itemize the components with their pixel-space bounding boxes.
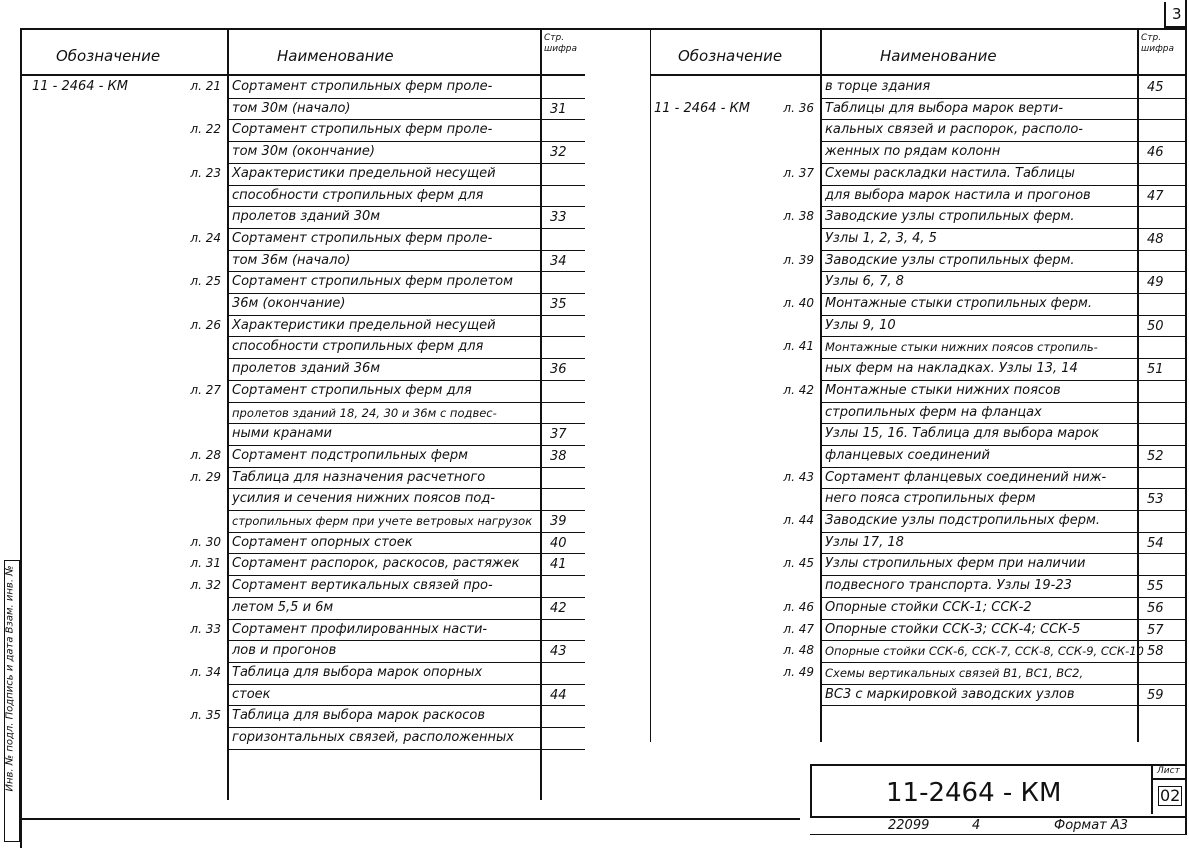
row-text: Характеристики предельной несущей [232, 317, 496, 333]
row-page: 36 [550, 362, 567, 378]
column-divider [650, 30, 651, 742]
sheet-number: 02 [1160, 786, 1181, 805]
header-name: Наименование [880, 47, 997, 65]
row-rule [820, 619, 1185, 620]
row-page: 56 [1147, 600, 1164, 616]
row-rule [820, 206, 1185, 207]
row-page: 43 [550, 644, 567, 660]
row-rule [227, 553, 585, 554]
row-text: Сортамент стропильных ферм проле- [232, 79, 493, 94]
row-text: Схемы вертикальных связей В1, ВС1, ВС2, [825, 665, 1084, 680]
row-rule [820, 532, 1185, 533]
row-text: Сортамент опорных стоек [232, 534, 413, 550]
row-page: 52 [1147, 448, 1164, 464]
row-text: Узлы 15, 16. Таблица для выбора марок [825, 426, 1100, 442]
row-rule [227, 358, 585, 359]
row-page: 32 [550, 145, 567, 161]
row-text: способности стропильных ферм для [232, 187, 484, 203]
row-rule [227, 206, 585, 207]
row-page: 57 [1147, 622, 1164, 638]
frame-left [20, 28, 22, 848]
row-text: фланцевых соединений [825, 447, 990, 463]
row-page: 34 [550, 253, 567, 269]
row-rule [227, 575, 585, 576]
row-rule [820, 684, 1185, 685]
row-page: 55 [1147, 579, 1164, 595]
footer-page: 4 [972, 818, 981, 833]
row-page: 44 [550, 687, 567, 703]
row-doc-code: 11 - 2464 - КМ [654, 100, 750, 116]
row-page: 45 [1147, 80, 1164, 95]
row-sheet: л. 31 [190, 556, 221, 571]
row-sheet: л. 37 [783, 165, 814, 180]
row-page: 39 [550, 514, 567, 529]
row-text: Характеристики предельной несущей [232, 165, 496, 181]
row-rule [820, 98, 1185, 99]
sidebar-label: Инв. № подл. Подпись и дата Взам. инв. № [4, 565, 16, 792]
sheet-label: Лист [1157, 766, 1180, 776]
row-sheet: л. 32 [190, 578, 221, 593]
header-name: Наименование [277, 47, 394, 65]
row-rule [227, 445, 585, 446]
row-rule [227, 336, 585, 337]
row-page: 42 [550, 600, 567, 616]
row-text: Монтажные стыки стропильных ферм. [825, 296, 1092, 311]
row-page: 37 [550, 427, 567, 443]
row-rule [820, 467, 1185, 468]
row-text: ВС3 с маркировкой заводских узлов [825, 686, 1075, 702]
row-text: Опорные стойки ССК-3; ССК-4; ССК-5 [825, 621, 1081, 637]
row-text: Узлы стропильных ферм при наличии [825, 556, 1086, 572]
row-rule [820, 402, 1185, 403]
row-rule [820, 315, 1185, 316]
row-sheet: л. 46 [783, 599, 814, 614]
row-rule [820, 228, 1185, 229]
row-text: ными кранами [232, 426, 332, 442]
row-sheet: л. 33 [190, 621, 221, 636]
row-text: подвесного транспорта. Узлы 19-23 [825, 578, 1072, 594]
row-page: 58 [1147, 644, 1164, 660]
row-text: Сортамент стропильных ферм пролетом [232, 274, 513, 290]
row-text: в торце здания [825, 79, 931, 94]
row-text: Монтажные стыки нижних поясов [825, 382, 1061, 398]
row-rule [820, 640, 1185, 641]
corner-box [1164, 2, 1187, 28]
row-page: 53 [1147, 492, 1164, 508]
row-text: Опорные стойки ССК-1; ССК-2 [825, 599, 1032, 615]
row-text: Опорные стойки ССК-6, ССК-7, ССК-8, ССК-9, ССК-10 [825, 644, 1144, 659]
row-page: 33 [550, 210, 567, 226]
row-rule [227, 727, 585, 728]
row-sheet: л. 48 [783, 643, 814, 658]
row-text: Сортамент стропильных ферм для [232, 382, 472, 398]
row-text: Сортамент фланцевых соединений ниж- [825, 469, 1107, 485]
header-rule [22, 74, 585, 76]
row-text: женных по рядам колонн [825, 144, 1001, 160]
row-rule [227, 228, 585, 229]
sidebar-stamp [4, 560, 20, 842]
row-page: 49 [1147, 275, 1164, 291]
row-sheet: л. 30 [190, 534, 221, 549]
row-sheet: л. 49 [783, 664, 814, 679]
row-rule [227, 510, 585, 511]
row-rule [227, 98, 585, 99]
row-text: летом 5,5 и 6м [232, 599, 334, 615]
row-sheet: л. 43 [783, 469, 814, 484]
row-rule [820, 250, 1185, 251]
sheet-box [1151, 766, 1186, 814]
row-rule [820, 705, 1185, 706]
row-rule [820, 575, 1185, 576]
footer-underline [810, 834, 1186, 835]
row-text: Узлы 17, 18 [825, 534, 904, 550]
row-sheet: л. 42 [783, 382, 814, 397]
row-rule [227, 423, 585, 424]
row-text: усилия и сечения нижних поясов под- [232, 491, 496, 507]
row-text: Заводские узлы стропильных ферм. [825, 209, 1075, 225]
row-page: 54 [1147, 535, 1164, 551]
row-rule [820, 271, 1185, 272]
row-rule [227, 185, 585, 186]
row-sheet: л. 24 [190, 230, 221, 245]
row-text: способности стропильных ферм для [232, 339, 484, 355]
row-sheet: л. 45 [783, 556, 814, 571]
row-page: 59 [1147, 687, 1164, 703]
row-rule [227, 119, 585, 120]
row-rule [227, 380, 585, 381]
row-text: 36м (окончание) [232, 296, 346, 311]
row-text: Таблица для выбора марок опорных [232, 664, 483, 680]
row-rule [820, 380, 1185, 381]
row-page: 48 [1147, 231, 1164, 247]
row-text: Сортамент подстропильных ферм [232, 447, 468, 463]
row-rule [227, 619, 585, 620]
row-text: Монтажные стыки нижних поясов стропиль- [825, 340, 1098, 355]
row-text: Сортамент стропильных ферм проле- [232, 122, 493, 138]
row-rule [227, 662, 585, 663]
header-designation: Обозначение [678, 47, 783, 65]
row-sheet: л. 44 [783, 513, 814, 527]
row-sheet: л. 29 [190, 469, 221, 484]
row-page: 40 [550, 535, 567, 551]
header-rule [650, 74, 1185, 76]
row-sheet: л. 28 [190, 447, 221, 462]
row-text: горизонтальных связей, расположенных [232, 730, 514, 745]
row-text: стропильных ферм на фланцах [825, 404, 1042, 420]
column-divider [820, 30, 822, 742]
row-sheet: л. 26 [190, 317, 221, 332]
row-text: Сортамент профилированных насти- [232, 621, 488, 637]
row-text: Сортамент вертикальных связей про- [232, 578, 493, 594]
row-text: кальных связей и распорок, располо- [825, 122, 1083, 138]
row-text: него пояса стропильных ферм [825, 491, 1036, 507]
row-text: Таблица для выбора марок раскосов [232, 708, 486, 724]
row-sheet: л. 25 [190, 274, 221, 289]
frame-right [1185, 0, 1187, 835]
row-rule [820, 597, 1185, 598]
frame-top [20, 28, 1187, 30]
header-page: Стр. шифра [544, 33, 578, 54]
row-sheet: л. 47 [783, 621, 814, 636]
row-sheet: л. 40 [783, 296, 814, 310]
row-text: Сортамент распорок, раскосов, растяжек [232, 556, 520, 572]
row-sheet: л. 39 [783, 252, 814, 267]
row-text: Узлы 1, 2, 3, 4, 5 [825, 230, 937, 246]
row-rule [227, 532, 585, 533]
row-rule [227, 749, 585, 750]
row-text: Таблицы для выбора марок верти- [825, 100, 1064, 116]
row-rule [820, 163, 1185, 164]
row-rule [227, 141, 585, 142]
row-rule [227, 597, 585, 598]
row-page: 31 [550, 101, 567, 117]
row-page: 35 [550, 297, 567, 312]
row-rule [227, 640, 585, 641]
row-rule [227, 271, 585, 272]
row-rule [820, 185, 1185, 186]
row-text: стоек [232, 686, 271, 702]
header-page: Стр. шифра [1141, 33, 1175, 54]
header-designation: Обозначение [56, 47, 161, 65]
row-sheet: л. 27 [190, 382, 221, 397]
row-rule [820, 293, 1185, 294]
row-rule [820, 423, 1185, 424]
row-rule [227, 315, 585, 316]
row-doc-code: 11 - 2464 - КМ [32, 79, 128, 94]
row-page: 41 [550, 557, 567, 573]
row-rule [820, 119, 1185, 120]
row-page: 51 [1147, 362, 1164, 378]
row-sheet: л. 23 [190, 165, 221, 180]
row-text: пролетов зданий 30м [232, 209, 381, 225]
row-rule [227, 488, 585, 489]
row-text: Заводские узлы подстропильных ферм. [825, 513, 1100, 528]
row-rule [227, 705, 585, 706]
sheet-divider [1153, 778, 1186, 780]
row-rule [227, 163, 585, 164]
row-rule [820, 510, 1185, 511]
row-rule [227, 467, 585, 468]
row-text: том 30м (начало) [232, 100, 351, 116]
row-rule [227, 250, 585, 251]
footer-format: Формат А3 [1054, 818, 1129, 833]
row-text: Заводские узлы стропильных ферм. [825, 252, 1075, 268]
row-sheet: л. 22 [190, 122, 221, 137]
row-text: Сортамент стропильных ферм проле- [232, 230, 493, 246]
corner-page-number: 3 [1172, 5, 1182, 23]
row-text: том 36м (начало) [232, 252, 351, 268]
row-sheet: л. 36 [783, 100, 814, 115]
row-sheet: л. 35 [190, 708, 221, 723]
title-block [810, 764, 1186, 818]
row-text: стропильных ферм при учете ветровых нагрузок [232, 514, 533, 528]
row-sheet: л. 41 [783, 339, 814, 354]
row-rule [227, 402, 585, 403]
title-code: 11-2464 - КМ [886, 778, 1062, 808]
row-text: Узлы 6, 7, 8 [825, 274, 904, 290]
row-rule [820, 445, 1185, 446]
row-text: Узлы 9, 10 [825, 317, 896, 333]
row-text: лов и прогонов [232, 643, 337, 659]
row-rule [820, 141, 1185, 142]
row-page: 46 [1147, 145, 1164, 161]
row-text: пролетов зданий 18, 24, 30 и 36м с подвес- [232, 405, 497, 420]
row-rule [820, 358, 1185, 359]
row-sheet: л. 34 [190, 664, 221, 679]
row-rule [227, 684, 585, 685]
row-text: том 30м (окончание) [232, 144, 375, 160]
row-rule [820, 336, 1185, 337]
row-sheet: л. 21 [190, 79, 221, 93]
row-rule [820, 488, 1185, 489]
row-rule [820, 553, 1185, 554]
row-page: 50 [1147, 318, 1164, 334]
row-rule [820, 662, 1185, 663]
row-text: пролетов зданий 36м [232, 361, 381, 377]
row-page: 38 [550, 448, 567, 464]
row-sheet: л. 38 [783, 209, 814, 224]
row-text: ных ферм на накладках. Узлы 13, 14 [825, 361, 1078, 377]
footer-number: 22099 [888, 818, 930, 833]
row-page: 47 [1147, 188, 1164, 204]
row-text: для выбора марок настила и прогонов [825, 187, 1091, 203]
row-text: Таблица для назначения расчетного [232, 469, 486, 485]
frame-bottom [20, 818, 800, 820]
column-divider [1137, 30, 1139, 742]
row-text: Схемы раскладки настила. Таблицы [825, 165, 1075, 181]
row-rule [227, 293, 585, 294]
